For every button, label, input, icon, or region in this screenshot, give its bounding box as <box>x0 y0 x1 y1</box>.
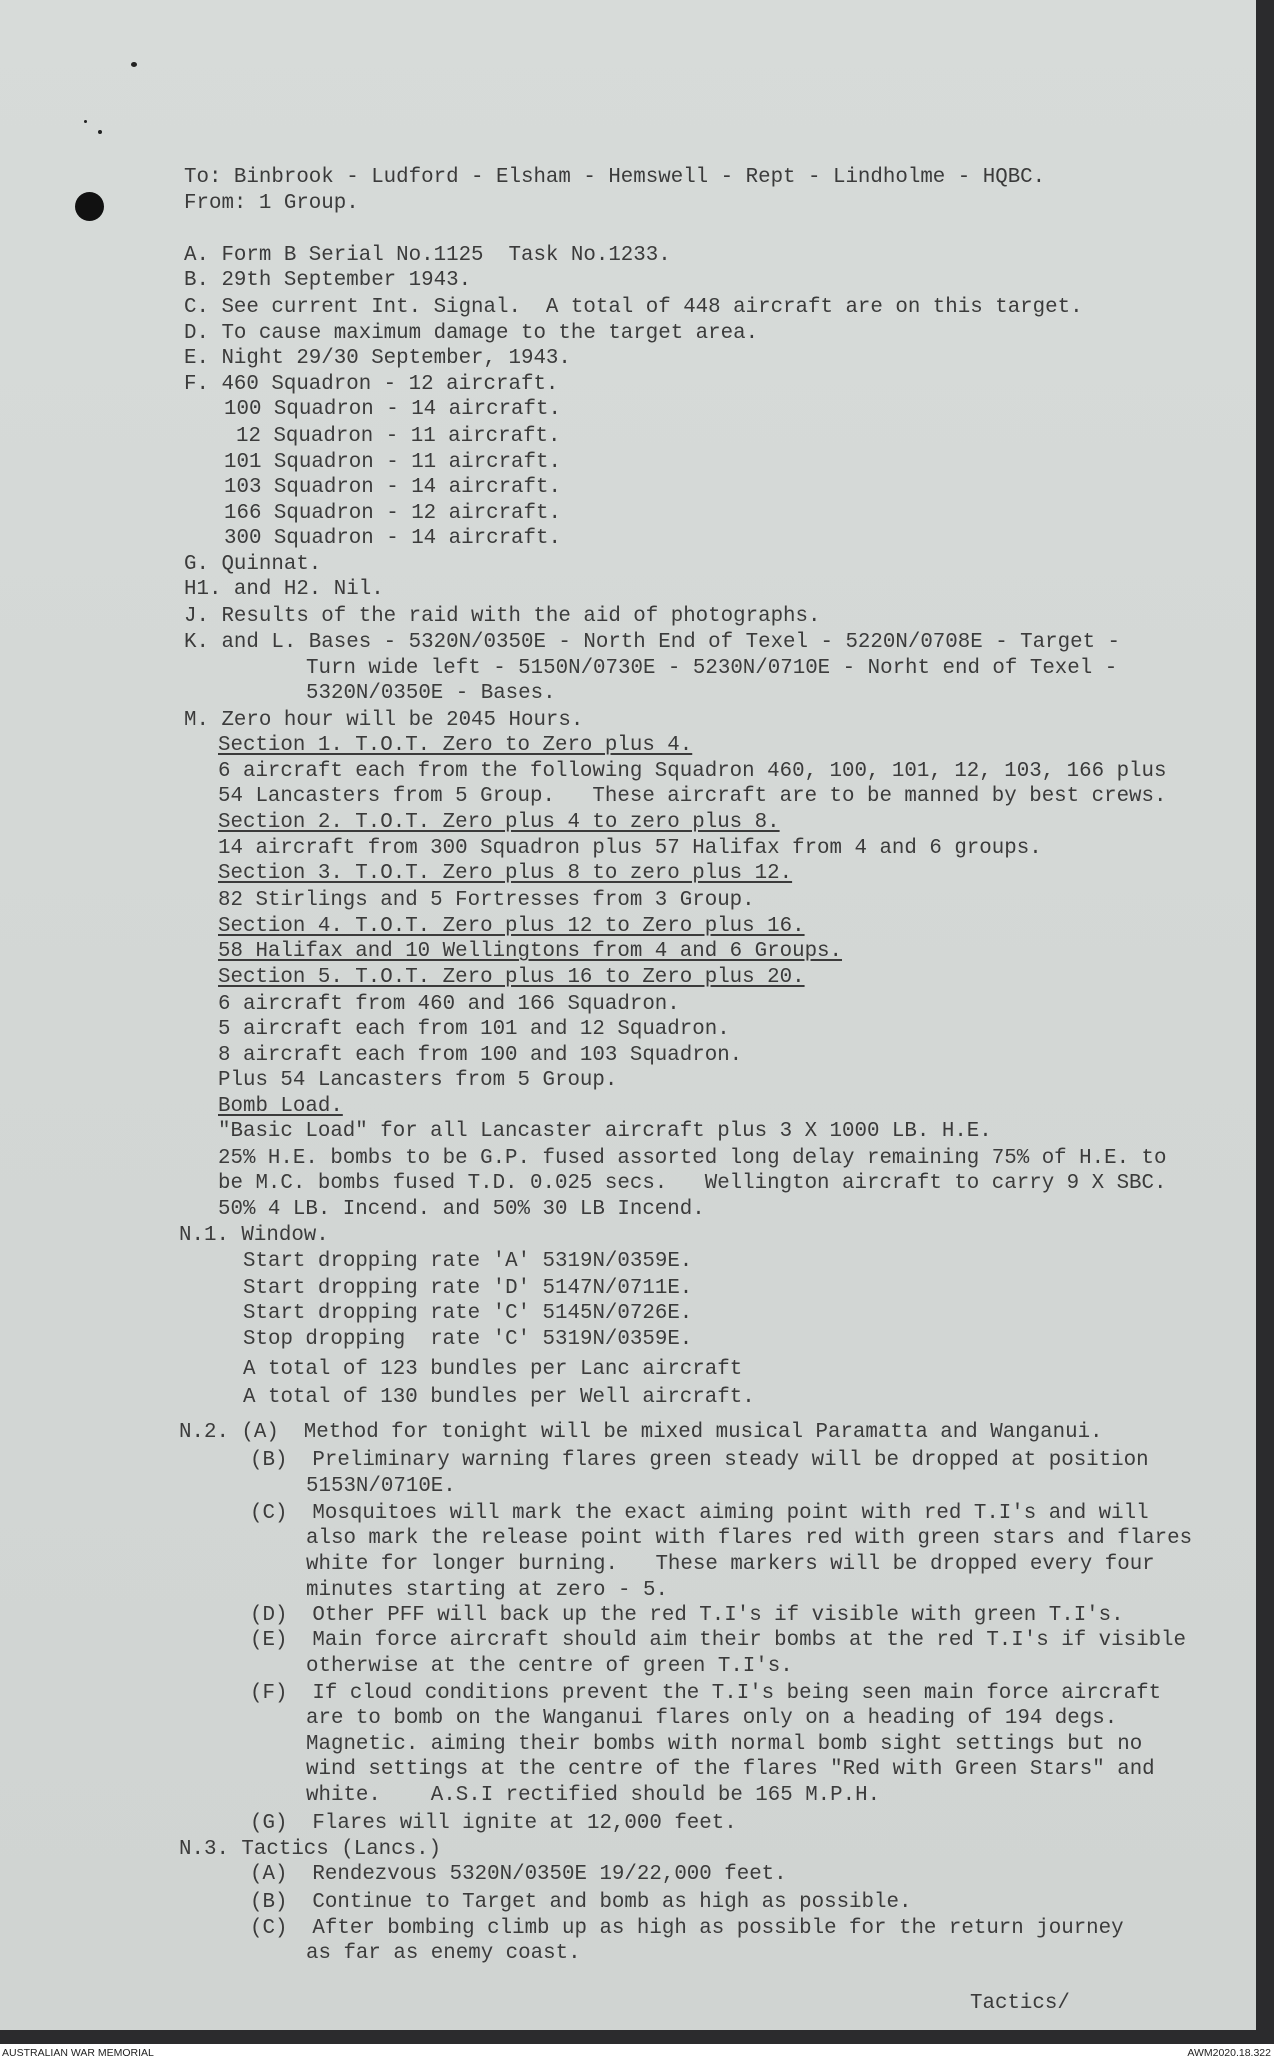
document-line: 25% H.E. bombs to be G.P. fused assorted long delay remaining 75% of H.E. to <box>218 1147 1167 1170</box>
document-line: 101 Squadron - 11 aircraft. <box>224 451 561 474</box>
document-line: A. Form B Serial No.1125 Task No.1233. <box>184 244 671 267</box>
continuation-note: Tactics/ <box>970 1992 1070 2015</box>
document-line: M. Zero hour will be 2045 Hours. <box>184 709 584 732</box>
document-line: Start dropping rate 'D' 5147N/0711E. <box>243 1277 693 1300</box>
document-line: N.1. Window. <box>179 1224 329 1247</box>
document-line: F. 460 Squadron - 12 aircraft. <box>184 373 559 396</box>
document-line: minutes starting at zero - 5. <box>306 1579 668 1602</box>
document-line: Magnetic. aiming their bombs with normal bomb sight settings but no <box>306 1733 1143 1756</box>
document-line: 166 Squadron - 12 aircraft. <box>224 502 561 525</box>
document-line: B. 29th September 1943. <box>184 269 472 292</box>
document-line: D. To cause maximum damage to the target area. <box>184 322 759 345</box>
document-line: (F) If cloud conditions prevent the T.I's being seen main force aircraft <box>250 1682 1162 1705</box>
document-line: C. See current Int. Signal. A total of 448 aircraft are on this target. <box>184 296 1083 319</box>
ink-speck <box>131 62 137 67</box>
document-line: Start dropping rate 'A' 5319N/0359E. <box>243 1250 693 1273</box>
document-line: H1. and H2. Nil. <box>184 578 384 601</box>
document-line: Plus 54 Lancasters from 5 Group. <box>218 1069 618 1092</box>
document-line: 12 Squadron - 11 aircraft. <box>236 425 561 448</box>
document-line: (B) Continue to Target and bomb as high as possible. <box>250 1891 912 1914</box>
document-line: Section 2. T.O.T. Zero plus 4 to zero plus 8. <box>218 811 780 834</box>
document-line: 300 Squadron - 14 aircraft. <box>224 527 561 550</box>
document-line: Section 5. T.O.T. Zero plus 16 to Zero plus 20. <box>218 966 805 989</box>
document-line: 50% 4 LB. Incend. and 50% 30 LB Incend. <box>218 1198 705 1221</box>
document-line: "Basic Load" for all Lancaster aircraft plus 3 X 1000 LB. H.E. <box>218 1120 992 1143</box>
document-line: otherwise at the centre of green T.I's. <box>306 1655 793 1678</box>
document-line: (A) Rendezvous 5320N/0350E 19/22,000 feet. <box>250 1863 787 1886</box>
document-line: Section 4. T.O.T. Zero plus 12 to Zero plus 16. <box>218 915 805 938</box>
document-line: 5320N/0350E - Bases. <box>306 682 556 705</box>
document-line: white for longer burning. These markers will be dropped every four <box>306 1553 1155 1576</box>
document-line: 103 Squadron - 14 aircraft. <box>224 476 561 499</box>
document-line: (C) Mosquitoes will mark the exact aiming point with red T.I's and will <box>250 1502 1149 1525</box>
ink-speck <box>98 130 102 134</box>
document-line: A total of 130 bundles per Well aircraft. <box>243 1386 755 1409</box>
document-line: (E) Main force aircraft should aim their bombs at the red T.I's if visible <box>250 1629 1187 1652</box>
to-line: To: Binbrook - Ludford - Elsham - Hemswell - Rept - Lindholme - HQBC. <box>184 166 1046 189</box>
document-line: G. Quinnat. <box>184 553 322 576</box>
document-line: E. Night 29/30 September, 1943. <box>184 347 571 370</box>
document-line: A total of 123 bundles per Lanc aircraft <box>243 1358 743 1381</box>
document-line: Start dropping rate 'C' 5145N/0726E. <box>243 1302 693 1325</box>
document-line: J. Results of the raid with the aid of photographs. <box>184 605 821 628</box>
document-line: 82 Stirlings and 5 Fortresses from 3 Group. <box>218 889 755 912</box>
document-line: are to bomb on the Wanganui flares only on a heading of 194 degs. <box>306 1707 1118 1730</box>
archive-credit: AUSTRALIAN WAR MEMORIAL <box>2 2047 154 2059</box>
document-line: be M.C. bombs fused T.D. 0.025 secs. Wellington aircraft to carry 9 X SBC. <box>218 1172 1167 1195</box>
archive-reference: AWM2020.18.322 <box>1187 2047 1271 2059</box>
document-line: Turn wide left - 5150N/0730E - 5230N/0710E - Norht end of Texel - <box>306 657 1118 680</box>
ink-speck <box>84 120 87 123</box>
document-line: Section 1. T.O.T. Zero to Zero plus 4. <box>218 734 693 757</box>
from-line: From: 1 Group. <box>184 192 359 215</box>
document-line: N.3. Tactics (Lancs.) <box>179 1838 442 1861</box>
document-line: 8 aircraft each from 100 and 103 Squadron. <box>218 1044 743 1067</box>
document-line: Bomb Load. <box>218 1095 343 1118</box>
document-line: 6 aircraft each from the following Squadron 460, 100, 101, 12, 103, 166 plus <box>218 760 1167 783</box>
document-line: K. and L. Bases - 5320N/0350E - North End of Texel - 5220N/0708E - Target - <box>184 631 1121 654</box>
document-line: Stop dropping rate 'C' 5319N/0359E. <box>243 1328 693 1351</box>
document-line: also mark the release point with flares red with green stars and flares <box>306 1527 1193 1550</box>
document-line: (G) Flares will ignite at 12,000 feet. <box>250 1812 737 1835</box>
document-line: (D) Other PFF will back up the red T.I's if visible with green T.I's. <box>250 1604 1124 1627</box>
punch-hole <box>75 192 104 221</box>
document-line: 6 aircraft from 460 and 166 Squadron. <box>218 993 680 1016</box>
document-line: 14 aircraft from 300 Squadron plus 57 Halifax from 4 and 6 groups. <box>218 837 1042 860</box>
document-line: white. A.S.I rectified should be 165 M.P.H. <box>306 1784 881 1807</box>
document-line: 54 Lancasters from 5 Group. These aircraft are to be manned by best crews. <box>218 785 1167 808</box>
document-line: 58 Halifax and 10 Wellingtons from 4 and 6 Groups. <box>218 940 843 963</box>
document-line: 5 aircraft each from 101 and 12 Squadron. <box>218 1018 730 1041</box>
document-line: Section 3. T.O.T. Zero plus 8 to zero plus 12. <box>218 862 793 885</box>
document-line: 5153N/0710E. <box>306 1475 456 1498</box>
document-line: (B) Preliminary warning flares green steady will be dropped at position <box>250 1449 1149 1472</box>
document-line: (C) After bombing climb up as high as possible for the return journey <box>250 1917 1124 1940</box>
document-line: as far as enemy coast. <box>306 1942 581 1965</box>
document-line: 100 Squadron - 14 aircraft. <box>224 398 561 421</box>
document-line: wind settings at the centre of the flares "Red with Green Stars" and <box>306 1758 1155 1781</box>
document-line: N.2. (A) Method for tonight will be mixed musical Paramatta and Wanganui. <box>179 1421 1103 1444</box>
